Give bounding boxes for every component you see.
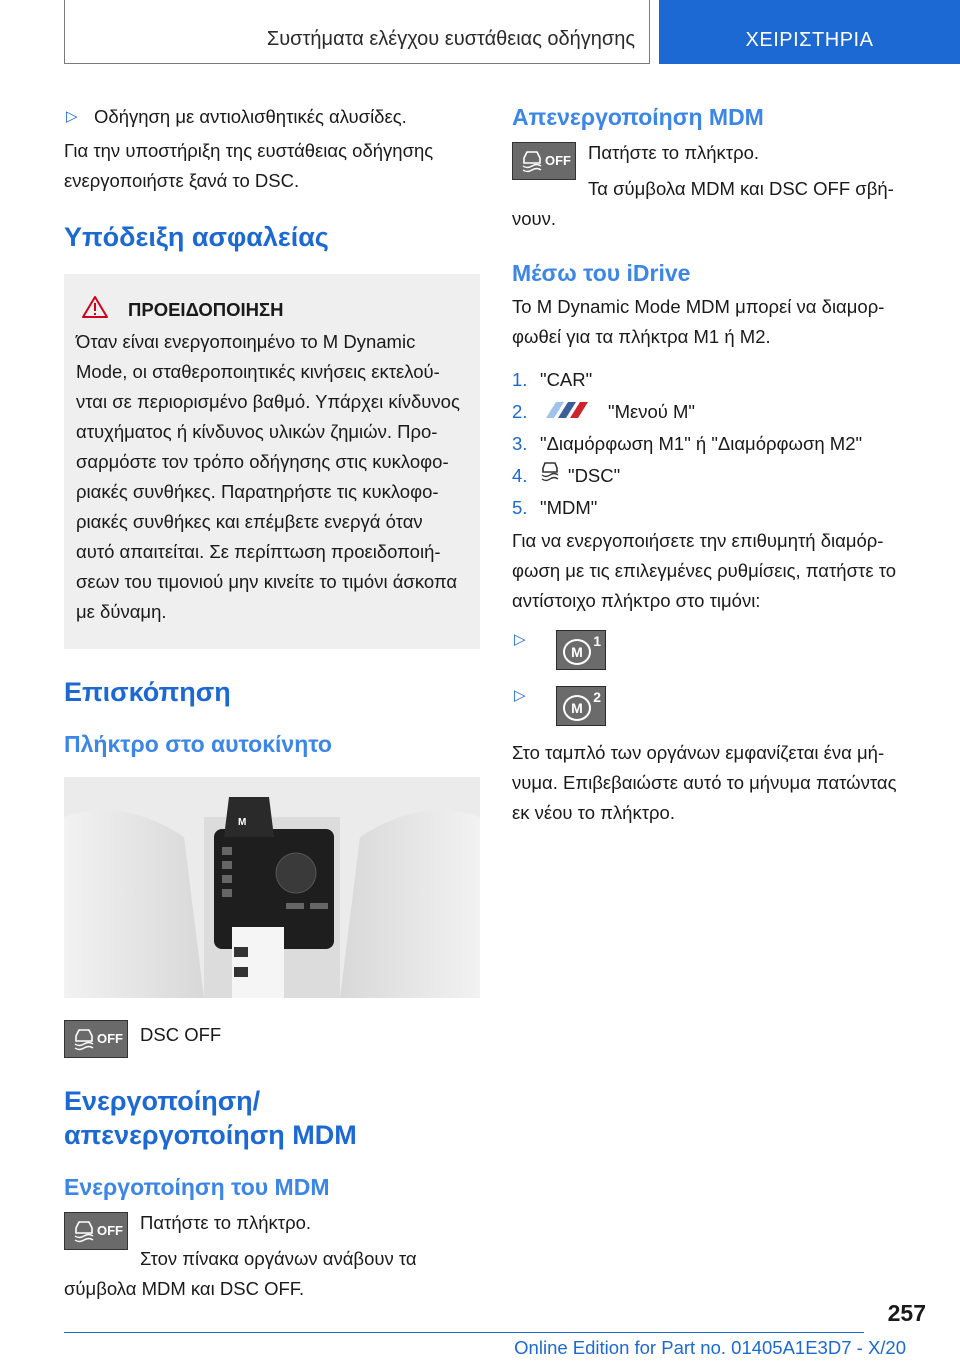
dsc-off-button-icon: OFF (64, 1020, 128, 1058)
deactivate-mdm-heading: Απενεργοποίηση MDM (512, 104, 764, 130)
list-item: 4. "DSC" (512, 460, 912, 492)
paragraph: Στον πίνακα οργάνων ανάβουν τα σύμβολα MDM και DSC OFF. (64, 1248, 417, 1299)
triangle-bullet-icon: ▷ (66, 108, 78, 125)
paragraph: Πατήστε το πλήκτρο. (588, 142, 760, 163)
steps-list (512, 364, 912, 524)
warning-title-row (76, 296, 466, 323)
warning-box (64, 274, 480, 649)
activate-mdm-heading: Ενεργοποίηση του MDM (64, 1174, 330, 1200)
bullet-text: Οδήγηση με αντιολισθητικές αλυσίδες. (94, 106, 407, 127)
m-stripes-icon (540, 396, 596, 428)
triangle-bullet-icon: ▷ (514, 687, 526, 704)
m2-button-icon: M 2 (556, 686, 606, 726)
triangle-bullet-icon: ▷ (514, 631, 526, 648)
paragraph: Το M Dynamic Mode MDM μπορεί να διαμορ- φωθεί για τα πλήκτρα M1 ή M2. (512, 296, 885, 347)
list-item: 3. "Διαμόρφωση M1" ή "Διαμόρφωση M2" (512, 433, 863, 454)
paragraph: Τα σύμβολα MDM και DSC OFF σβή- νουν. (512, 178, 894, 229)
dsc-off-row (64, 1020, 480, 1058)
list-item: 2. "Μενού M" (512, 396, 912, 428)
chapter-tab (659, 0, 960, 64)
m1-button-icon: M 1 (556, 630, 606, 670)
paragraph: Πατήστε το πλήκτρο. (140, 1212, 312, 1233)
paragraph: Στο ταμπλό των οργάνων εμφανίζεται ένα μή- νυμα. Επιβεβαιώστε αυτό το μήνυμα πατώντας εκ νέου το πλήκτρο. (512, 742, 897, 823)
list-item: 1. "CAR" (512, 369, 593, 390)
dsc-off-button-icon: OFF (512, 142, 576, 180)
activation-heading: Ενεργοποίηση/απενεργοποίηση MDM (64, 1086, 357, 1150)
chapter-title: ΧΕΙΡΙΣΤΗΡΙΑ (745, 29, 874, 51)
left-column (64, 102, 480, 1304)
list-item: 5. "MDM" (512, 497, 598, 518)
button-in-car-heading: Πλήκτρο στο αυτοκίνητο (64, 731, 332, 757)
overview-heading: Επισκόπηση (64, 677, 231, 707)
footer-divider (64, 1332, 864, 1333)
m2-row (512, 686, 912, 726)
page-number: 257 (887, 1300, 926, 1326)
deactivate-instructions (512, 138, 912, 234)
car-skid-icon (540, 460, 568, 492)
paragraph: Για την υποστήριξη της ευστάθειας οδήγησης ενεργοποιήστε ξανά το DSC. (64, 140, 434, 191)
safety-heading: Υπόδειξη ασφαλείας (64, 222, 329, 252)
svg-text:M: M (238, 817, 247, 828)
footer-edition: Online Edition for Part no. 01405A1E3D7 - X/20 (514, 1337, 906, 1358)
warning-text: Όταν είναι ενεργοποιημένο το M Dynamic Mode, οι σταθεροποιητικές κινήσεις εκτελού- νται σε περιορισμένο βαθμό. Υπάρχει κίνδυνος ατυχήματος ή κίνδυνος υλικών ζημιών. Προ- σαρμόστε τον τρόπο οδήγησης στις κυκλοφο- ριακές συνθήκες. Παρατηρήστε τις κυκλοφο- ριακές συνθήκες και επέμβετε ενεργά όταν αυτό απαιτείται. Σε περίπτωση προειδοποιή- σεων του τιμονιού μην κινείτε το τιμόνι άσκοπα με δύναμη. (76, 331, 460, 622)
activate-instructions (64, 1208, 480, 1304)
center-console-photo (64, 777, 480, 998)
paragraph: Για να ενεργοποιήσετε την επιθυμητή διαμόρ- φωση με τις επιλεγμένες ρυθμίσεις, πατήστε το αντίστοιχο πλήκτρο στο τιμόνι: (512, 530, 897, 611)
m1-row (512, 630, 912, 670)
dsc-off-button-icon: OFF (64, 1212, 128, 1250)
dsc-off-label: DSC OFF (140, 1024, 222, 1045)
bullet-item (64, 102, 480, 132)
warning-triangle-icon (76, 296, 128, 323)
running-header (64, 0, 650, 64)
idrive-heading: Μέσω του iDrive (512, 260, 691, 286)
warning-title: ΠΡΟΕΙΔΟΠΟΙΗΣΗ (128, 298, 284, 320)
section-title: Συστήματα ελέγχου ευστάθειας οδήγησης (266, 28, 635, 50)
right-column (512, 102, 912, 828)
